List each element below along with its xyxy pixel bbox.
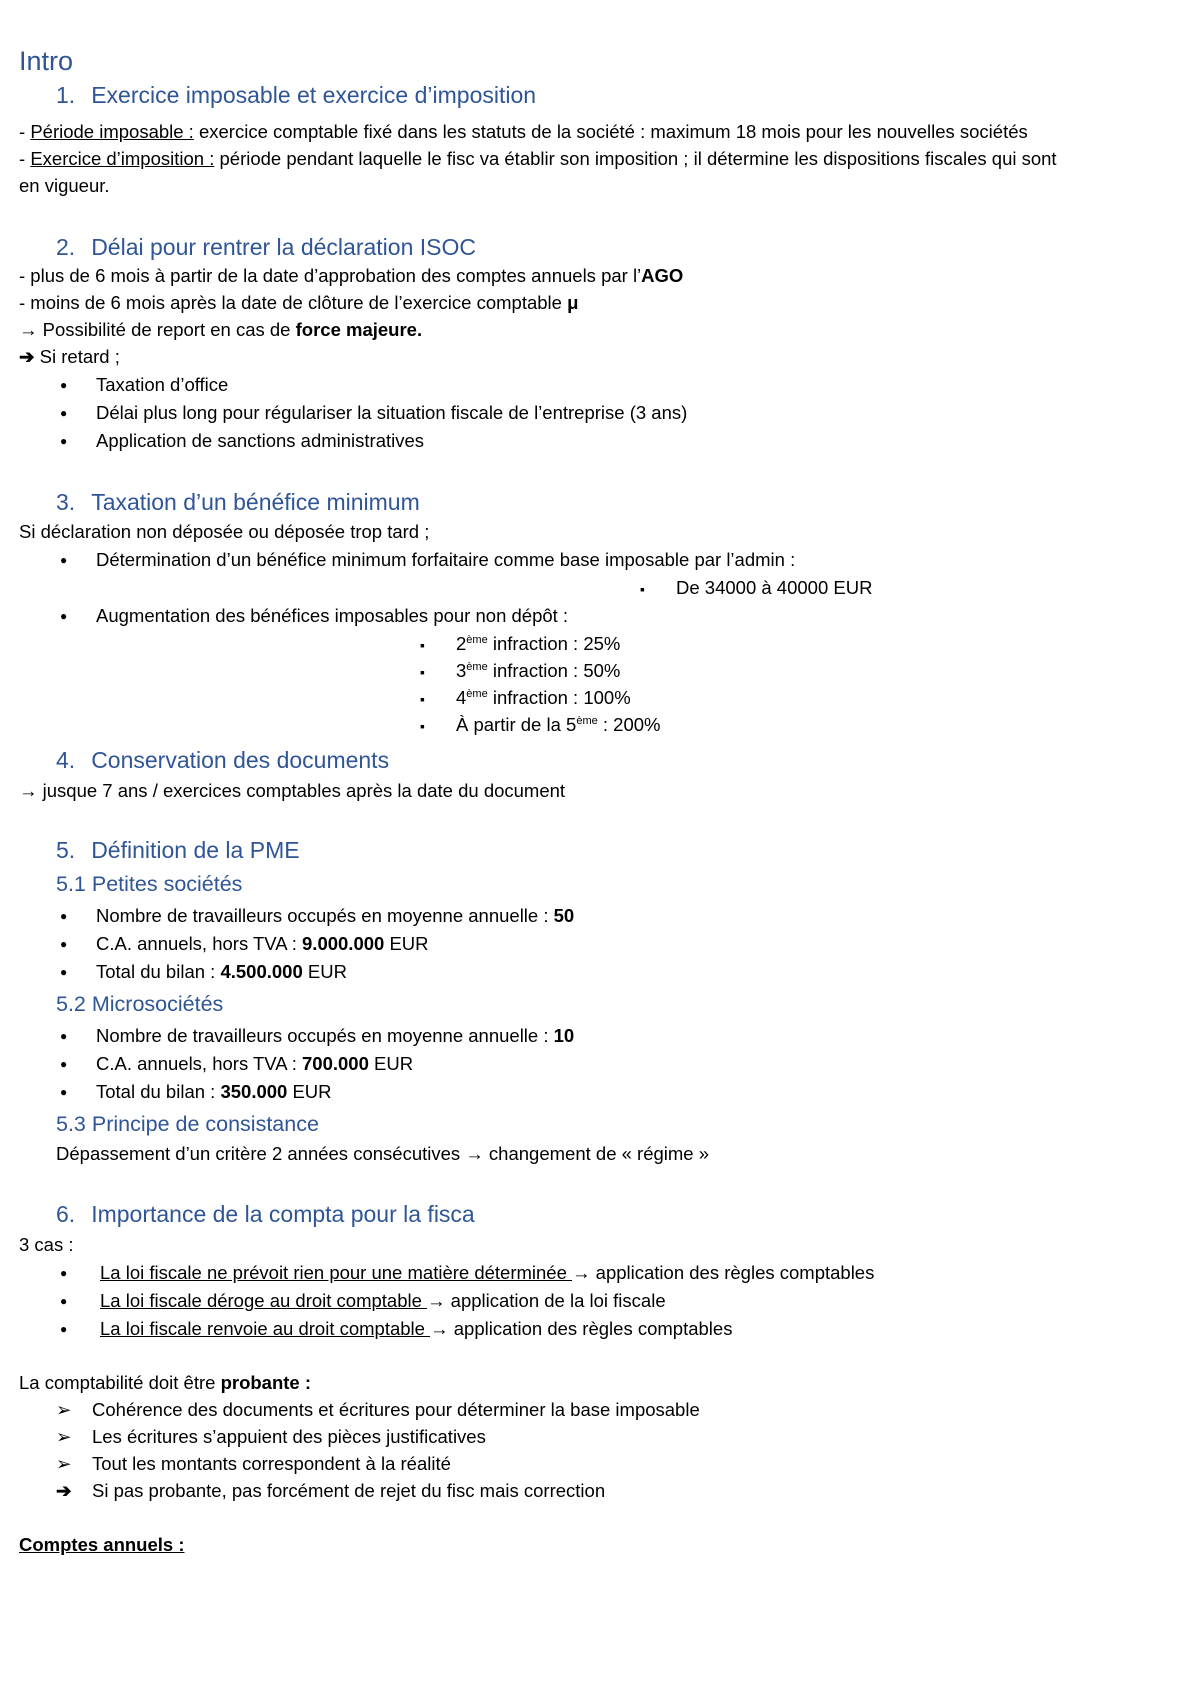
s6-intro: 3 cas : [19,1234,74,1255]
s3-sub-bullet-montant [640,575,872,602]
s2-line-plus [19,263,683,289]
superscript: ème [466,634,488,646]
bullet-icon [60,1260,100,1288]
bullet-icon [60,931,96,959]
section-6-number: 6. [56,1201,76,1227]
bullet-icon [60,1023,96,1051]
def-periode: exercice comptable fixé dans les statuts de la société : maximum 18 mois pour les nouvelles sociétés [193,121,1028,142]
chevron-bullet-icon: ➢ [56,1426,72,1447]
comptes-annuels-heading: Comptes annuels : [19,1534,185,1555]
probante-text: probante : [220,1372,312,1393]
section-3-heading [56,487,420,517]
s3-bullet-2 [60,603,568,631]
text: - moins de 6 mois après la date de clôture de l’exercice comptable [19,292,568,313]
s1-line-periode [19,119,1028,145]
unit: EUR [287,1081,332,1102]
value: 350.000 [220,1081,288,1102]
section-5-title: Définition de la PME [91,837,300,863]
s6-case-2 [60,1288,666,1316]
def-exercice: période pendant laquelle le fisc va établir son imposition ; il détermine les dispositions fiscales qui sont [214,148,1057,169]
unit: EUR [302,961,347,982]
text: jusque 7 ans / exercices comptables après la date du document [37,780,566,801]
square-bullet-icon [420,712,456,739]
value: 50 [553,905,575,926]
s2-bullet-2 [60,400,687,428]
s2-bullet-3 [60,428,424,456]
s6-case-3 [60,1316,732,1344]
s3-infraction-3 [420,658,620,685]
arrow-right-icon: → [430,1318,449,1339]
s6-item-3 [56,1451,451,1477]
text: infraction : 25% [487,633,621,654]
s6-probante [19,1370,311,1396]
bullet-text: De 34000 à 40000 EUR [676,577,873,598]
section-3-title: Taxation d’un bénéfice minimum [91,489,420,515]
text: C.A. annuels, hors TVA : [96,1053,303,1074]
section-6-title: Importance de la compta pour la fisca [91,1201,475,1227]
bullet-icon [60,1316,100,1344]
s3-bullet-1 [60,547,795,575]
bullet-text: Application de sanctions administratives [96,430,425,451]
value: 700.000 [302,1053,369,1074]
value: 9.000.000 [302,933,385,954]
s3-infraction-2 [420,631,620,658]
value: 10 [553,1025,575,1046]
superscript: ème [466,688,488,700]
s5-1-bullet-2 [60,931,429,959]
subsection-5-2: 5.2 Microsociétés [56,992,224,1016]
bullet-icon [60,547,96,575]
s5-2-bullet-2 [60,1051,413,1079]
square-bullet-icon [420,658,456,685]
section-4-number: 4. [56,747,76,773]
bullet-icon [60,372,96,400]
unit: EUR [368,1053,414,1074]
section-4-title: Conservation des documents [91,747,390,773]
s1-line-vigueur: en vigueur. [19,175,110,196]
s6-item-1 [56,1397,700,1423]
subsection-5-1: 5.1 Petites sociétés [56,872,243,896]
s2-line-retard [19,344,120,370]
arrow-right-icon: → [19,780,38,801]
section-6-heading [56,1199,475,1229]
item-text: Si pas probante, pas forcément de rejet du fisc mais correction [92,1480,606,1501]
value: 4.500.000 [220,961,303,982]
text: Possibilité de report en cas de [37,319,296,340]
text: - plus de 6 mois à partir de la date d’approbation des comptes annuels par l’ [19,265,642,286]
arrow-right-icon: → [427,1290,446,1311]
s5-2-bullet-1 [60,1023,574,1051]
s5-1-bullet-3 [60,959,347,987]
text: Dépassement d’un critère 2 années consécutives [56,1143,466,1164]
s2-bullet-1 [60,372,228,400]
item-text: Les écritures s’appuient des pièces justificatives [92,1426,486,1447]
arrow-right-icon: → [572,1262,591,1283]
s6-item-last [56,1478,605,1504]
s3-infraction-4 [420,685,631,712]
square-bullet-icon [420,631,456,658]
section-1-number: 1. [56,82,76,108]
case-result: application de la loi fiscale [445,1290,666,1311]
section-5-heading [56,835,300,865]
square-bullet-icon [640,575,676,602]
section-1-title: Exercice imposable et exercice d’imposition [91,82,537,108]
bullet-icon [60,903,96,931]
bullet-text: Augmentation des bénéfices imposables pour non dépôt : [96,605,569,626]
dash: - [19,121,31,142]
text: C.A. annuels, hors TVA : [96,933,303,954]
bullet-icon [60,603,96,631]
section-2-title: Délai pour rentrer la déclaration ISOC [91,234,476,260]
s4-line [19,778,565,804]
text: À partir de la 5 [456,714,577,735]
bullet-text: Délai plus long pour régulariser la situation fiscale de l’entreprise (3 ans) [96,402,688,423]
text: infraction : 50% [487,660,621,681]
term-periode: Période imposable : [30,121,194,142]
bullet-icon [60,400,96,428]
case-result: application des règles comptables [448,1318,733,1339]
dash: - [19,148,31,169]
number: 3 [456,660,467,681]
s5-3-line [56,1141,709,1167]
s3-infraction-5 [420,712,660,739]
bullet-icon [60,1079,96,1107]
section-5-number: 5. [56,837,76,863]
section-1-heading [56,80,536,110]
case-text: La loi fiscale ne prévoit rien pour une matière déterminée [100,1262,573,1283]
mu-text: μ [567,292,579,313]
superscript: ème [466,661,488,673]
text: changement de « régime » [483,1143,710,1164]
arrow-right-bold-icon: ➔ [19,346,35,367]
subsection-5-3: 5.3 Principe de consistance [56,1112,319,1136]
s2-line-report [19,317,422,343]
square-bullet-icon [420,685,456,712]
section-3-number: 3. [56,489,76,515]
s2-line-moins [19,290,578,316]
arrow-right-icon: → [465,1143,484,1164]
unit: EUR [384,933,429,954]
case-text: La loi fiscale renvoie au droit comptable [100,1318,431,1339]
s6-case-1 [60,1260,874,1288]
ago-text: AGO [641,265,684,286]
s5-2-bullet-3 [60,1079,332,1107]
text: La comptabilité doit être [19,1372,221,1393]
bullet-icon [60,1051,96,1079]
text: Total du bilan : [96,961,221,982]
s1-line-exercice [19,146,1057,172]
arrow-right-icon: → [19,319,38,340]
text: Nombre de travailleurs occupés en moyenne annuelle : [96,1025,554,1046]
text: : 200% [597,714,661,735]
case-text: La loi fiscale déroge au droit comptable [100,1290,428,1311]
term-exercice: Exercice d’imposition : [30,148,215,169]
case-result: application des règles comptables [590,1262,875,1283]
superscript: ème [576,715,598,727]
item-text: Tout les montants correspondent à la réalité [92,1453,451,1474]
number: 2 [456,633,467,654]
bullet-text: Taxation d’office [96,374,229,395]
section-2-heading [56,232,476,262]
chevron-bullet-icon: ➢ [56,1453,72,1474]
s3-intro: Si déclaration non déposée ou déposée trop tard ; [19,521,430,542]
chevron-bullet-icon: ➢ [56,1399,72,1420]
s6-item-2 [56,1424,486,1450]
number: 4 [456,687,467,708]
text: Total du bilan : [96,1081,221,1102]
bullet-icon [60,959,96,987]
bullet-icon [60,428,96,456]
bullet-text: Détermination d’un bénéfice minimum forfaitaire comme base imposable par l’admin : [96,549,796,570]
s5-1-bullet-1 [60,903,574,931]
doc-title: Intro [19,46,74,76]
bullet-icon [60,1288,100,1316]
section-4-heading [56,745,389,775]
arrow-right-bold-icon: ➔ [56,1480,72,1501]
force-majeure: force majeure. [295,319,423,340]
section-2-number: 2. [56,234,76,260]
text: infraction : 100% [487,687,631,708]
text: Nombre de travailleurs occupés en moyenne annuelle : [96,905,554,926]
text: Si retard ; [34,346,120,367]
item-text: Cohérence des documents et écritures pour déterminer la base imposable [92,1399,700,1420]
